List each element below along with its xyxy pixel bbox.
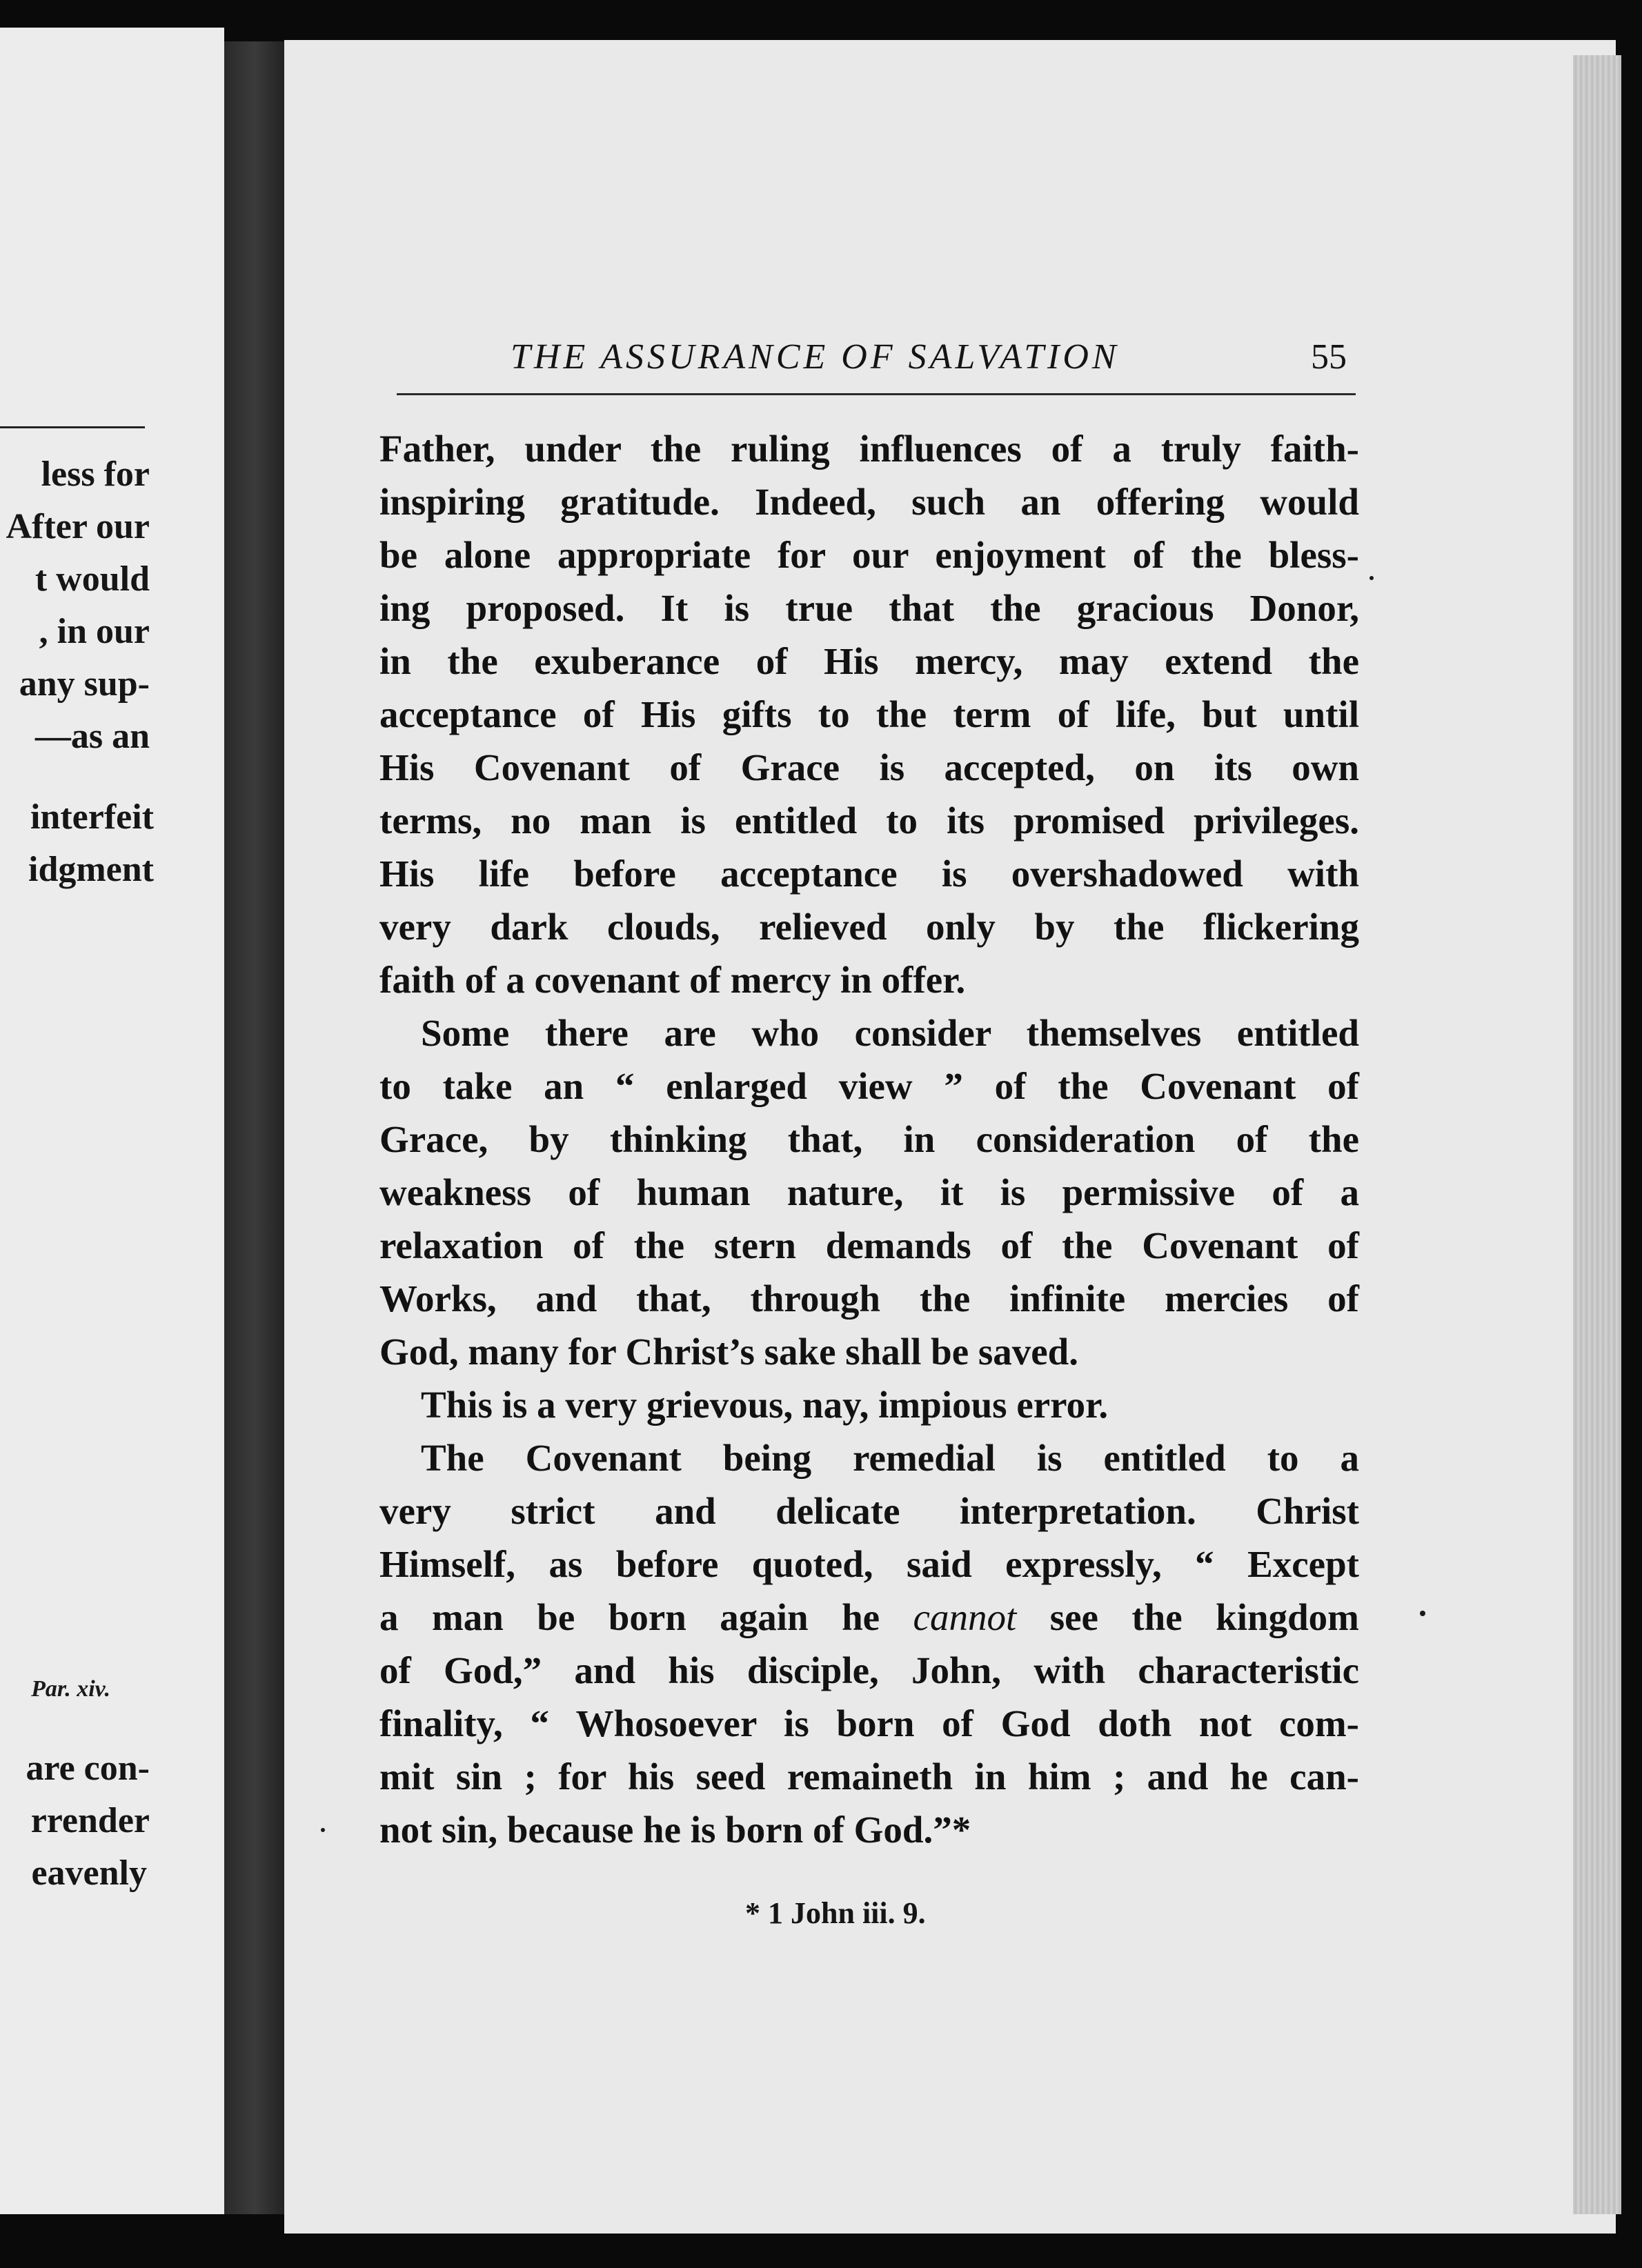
text-line: in the exuberance of His mercy, may extend the — [379, 640, 1359, 682]
left-page-line: interfeit — [30, 797, 154, 837]
text-line: Works, and that, through the infinite mercies of — [379, 1277, 1359, 1320]
paragraph-2 — [379, 1006, 1359, 1378]
left-page-line: any sup- — [19, 664, 150, 704]
text-segment: a man be born again he — [379, 1596, 913, 1638]
header-rule — [397, 393, 1356, 395]
body-text — [379, 422, 1359, 1856]
text-line: terms, no man is entitled to its promised privileges. — [379, 799, 1359, 842]
text-line: mit sin ; for his seed remaineth in him ; and he can- — [379, 1755, 1359, 1798]
scan-speck — [1369, 576, 1374, 580]
text-line: Some there are who consider themselves entitled — [421, 1012, 1359, 1054]
text-line: Grace, by thinking that, in consideration of the — [379, 1118, 1359, 1160]
left-page-line: , in our — [39, 612, 150, 651]
scan-speck — [321, 1828, 325, 1832]
paragraph-1 — [379, 422, 1359, 1006]
text-line: His life before acceptance is overshadowed with — [379, 853, 1359, 895]
text-line: The Covenant being remedial is entitled to a — [421, 1437, 1359, 1479]
text-line: be alone appropriate for our enjoyment of the bless- — [379, 534, 1359, 576]
left-page-line: are con- — [26, 1749, 150, 1788]
paragraph-4 — [379, 1431, 1359, 1856]
page-edge — [1573, 55, 1621, 2214]
left-page-footnote: Par. xiv. — [31, 1676, 110, 1702]
text-line: finality, “ Whosoever is born of God doth not com- — [379, 1702, 1359, 1744]
text-line: very dark clouds, relieved only by the flickering — [379, 906, 1359, 948]
text-line: weakness of human nature, it is permissive of a — [379, 1171, 1359, 1213]
left-page-fragment — [0, 28, 224, 2214]
text-line: inspiring gratitude. Indeed, such an offering would — [379, 481, 1359, 523]
left-page-line: —as an — [34, 717, 150, 756]
left-page-rule — [0, 426, 145, 428]
text-line: Father, under the ruling influences of a truly faith- — [379, 428, 1359, 470]
footnote: * 1 John iii. 9. — [745, 1896, 926, 1930]
text-segment: see the kingdom — [1016, 1596, 1359, 1638]
text-line: faith of a covenant of mercy in offer. — [379, 959, 966, 1001]
page-number: 55 — [1311, 337, 1347, 377]
scan-speck — [1420, 1611, 1425, 1616]
text-line: This is a very grievous, nay, impious error. — [421, 1384, 1109, 1426]
text-line: relaxation of the stern demands of the Covenant of — [379, 1224, 1359, 1266]
text-line — [379, 1591, 1359, 1644]
text-line: of God,” and his disciple, John, with characteristic — [379, 1649, 1359, 1691]
text-line: acceptance of His gifts to the term of life, but until — [379, 693, 1359, 735]
text-line: Himself, as before quoted, said expressly, “ Except — [379, 1543, 1359, 1585]
text-line: very strict and delicate interpretation. Christ — [379, 1490, 1359, 1532]
left-page-line: less for — [41, 455, 150, 494]
left-page-line: t would — [34, 559, 150, 599]
left-page-line: eavenly — [31, 1853, 147, 1893]
text-line: His Covenant of Grace is accepted, on its own — [379, 746, 1359, 788]
text-line: to take an “ enlarged view ” of the Covenant of — [379, 1065, 1359, 1107]
running-head: THE ASSURANCE OF SALVATION — [511, 337, 1120, 377]
emphasized-word: cannot — [913, 1596, 1017, 1638]
left-page-line: idgment — [28, 850, 154, 889]
left-page-line: After our — [6, 507, 150, 546]
text-line: not sin, because he is born of God.”* — [379, 1809, 971, 1851]
paragraph-3 — [379, 1378, 1359, 1431]
text-line: ing proposed. It is true that the gracious Donor, — [379, 587, 1359, 629]
left-page-line: rrender — [30, 1801, 150, 1840]
text-line: God, many for Christ’s sake shall be saved. — [379, 1331, 1079, 1373]
